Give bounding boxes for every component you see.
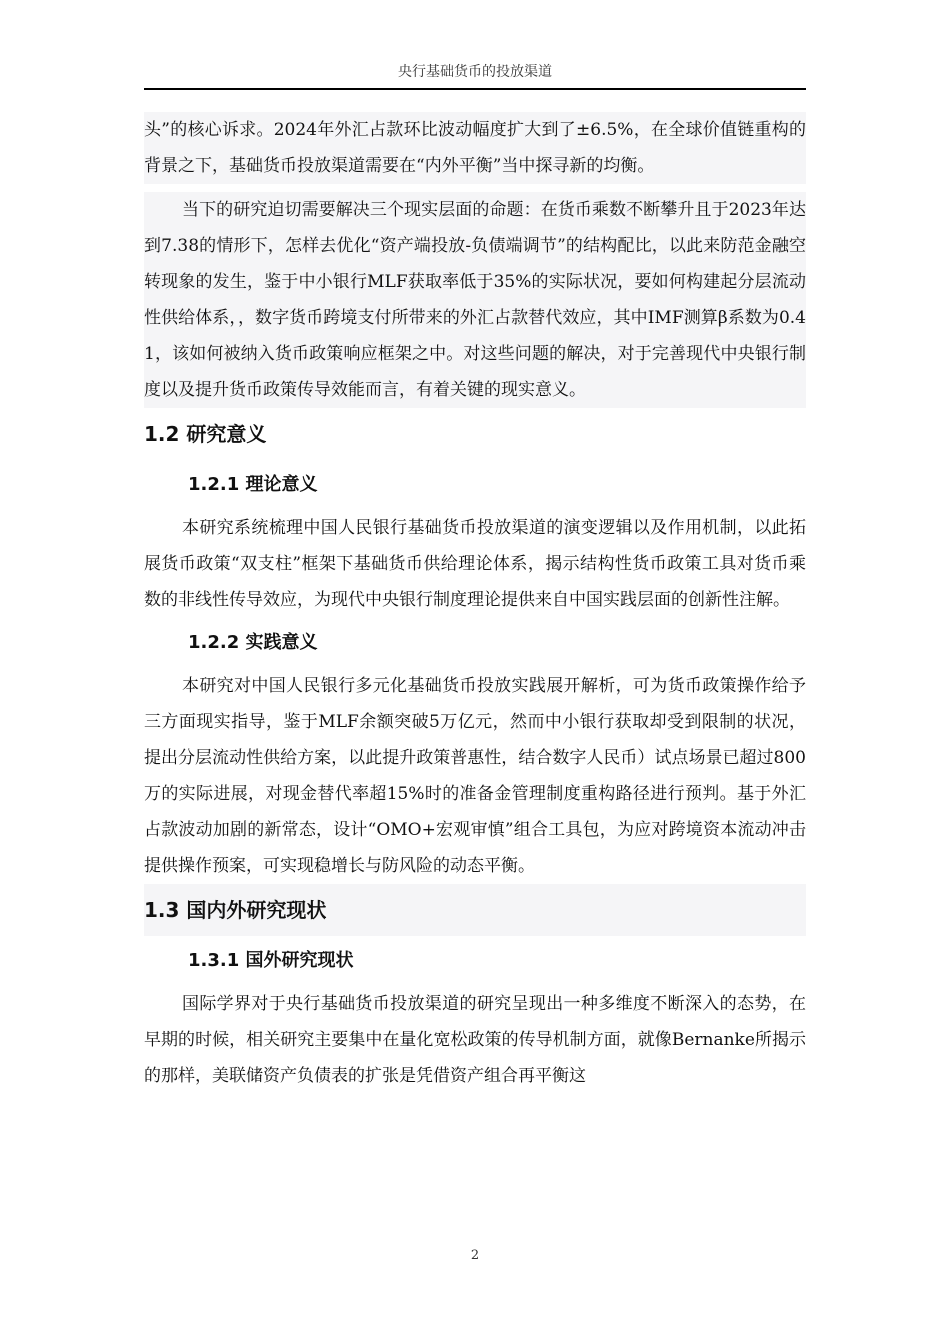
page-body [144,112,806,1094]
paragraph-foreign-research: 国际学界对于央行基础货币投放渠道的研究呈现出一种多维度不断深入的态势，在早期的时候，相关研究主要集中在量化宽松政策的传导机制方面，就像Bernanke所揭示的那样，美联储资产负债表的扩张是凭借资产组合再平衡这 [144,994,806,1086]
page-number: 2 [470,1248,480,1263]
heading-1-3-research-status: 1.3 国内外研究现状 [144,884,806,936]
paragraph-continued: 头”的核心诉求。2024年外汇占款环比波动幅度扩大到了±6.5%，在全球价值链重构的背景之下，基础货币投放渠道需要在“内外平衡”当中探寻新的均衡。 [144,112,806,184]
running-header: 央行基础货币的投放渠道 [144,62,806,90]
paragraph-theoretical-significance: 本研究系统梳理中国人民银行基础货币投放渠道的演变逻辑以及作用机制，以此拓展货币政策“双支柱”框架下基础货币供给理论体系，揭示结构性货币政策工具对货币乘数的非线性传导效应，为现代中央银行制度理论提供来自中国实践层面的创新性注解。 [144,518,806,610]
paragraph-research-problems: 当下的研究迫切需要解决三个现实层面的命题：在货币乘数不断攀升且于2023年达到7.38的情形下，怎样去优化“资产端投放-负债端调节”的结构配比，以此来防范金融空转现象的发生，鉴于中小银行MLF获取率低于35%的实际状况，要如何构建起分层流动性供给体系，，数字货币跨境支付所带来的外汇占款替代效应，其中IMF测算β系数为0.41，该如何被纳入货币政策响应框架之中。对这些问题的解决，对于完善现代中央银行制度以及提升货币政策传导效能而言，有着关键的现实意义。 [144,192,806,408]
heading-1-2-2-practical-significance: 1.2.2 实践意义 [188,632,318,653]
heading-1-3-1-foreign-research: 1.3.1 国外研究现状 [188,950,354,971]
paragraph-practical-significance: 本研究对中国人民银行多元化基础货币投放实践展开解析，可为货币政策操作给予三方面现实指导，鉴于MLF余额突破5万亿元，然而中小银行获取却受到限制的状况，提出分层流动性供给方案，以此提升政策普惠性，结合数字人民币）试点场景已超过800万的实际进展，对现金替代率超15%时的准备金管理制度重构路径进行预判。基于外汇占款波动加剧的新常态，设计“OMO+宏观审慎”组合工具包，为应对跨境资本流动冲击提供操作预案，可实现稳增长与防风险的动态平衡。 [144,676,806,876]
heading-1-2-research-significance: 1.2 研究意义 [144,422,267,446]
heading-1-2-1-theoretical-significance: 1.2.1 理论意义 [188,474,318,495]
